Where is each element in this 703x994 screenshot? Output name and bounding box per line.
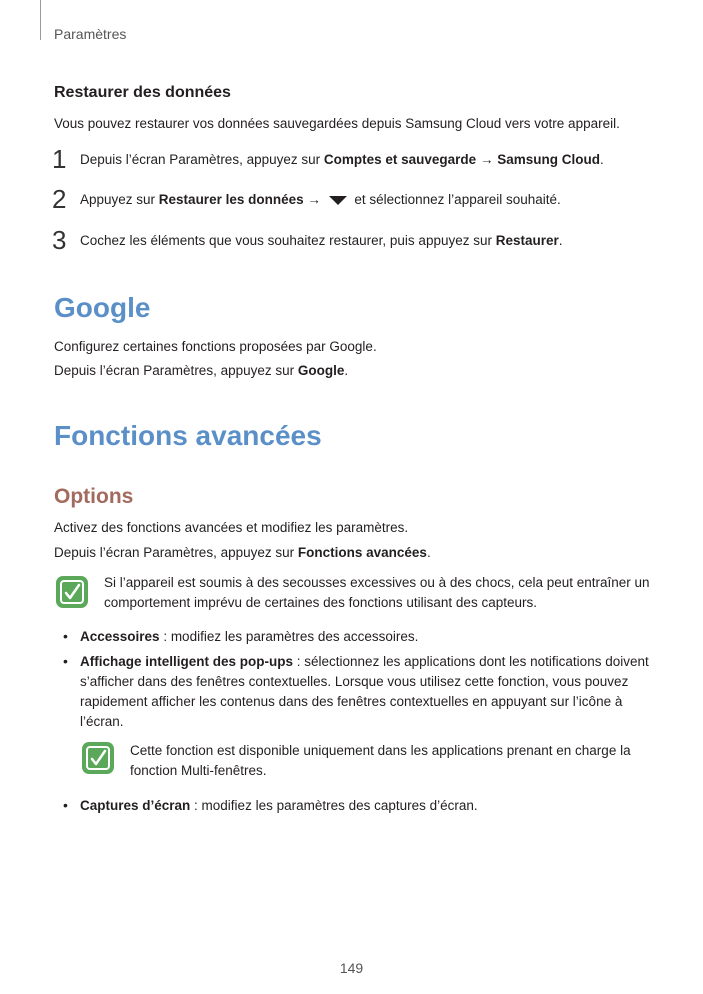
bullet-item: Accessoires : modifiez les paramètres des accessoires. xyxy=(80,629,419,644)
step-number: 2 xyxy=(52,184,67,214)
bullet-icon: • xyxy=(63,628,68,644)
step-text: Appuyez sur Restaurer les données → et sélectionnez l’appareil souhaité. xyxy=(80,192,561,207)
header-rule xyxy=(40,0,41,40)
bullet-item: Affichage intelligent des pop-ups : sélectionnez les applications dont les notifications doivent s’afficher dans des fenêtres contextuelles. Lorsque vous utilisez cette fonction, vous pouvez rapidement afficher les contenus dans des fenêtres contextuelles en appuyant sur l’icône à l’écran. xyxy=(80,654,649,729)
step-text: Cochez les éléments que vous souhaitez restaurer, puis appuyez sur Restaurer. xyxy=(80,233,563,248)
page-number: 149 xyxy=(339,960,364,976)
section-heading-restore: Restaurer des données xyxy=(54,84,231,101)
subheading-options: Options xyxy=(54,485,134,508)
section-heading-google: Google xyxy=(54,292,151,323)
running-header: Paramètres xyxy=(54,26,127,42)
step-number: 1 xyxy=(52,144,67,174)
dropdown-arrow-icon xyxy=(329,196,347,205)
google-line-2: Depuis l’écran Paramètres, appuyez sur Google. xyxy=(54,363,349,378)
note-icon xyxy=(56,576,88,608)
advanced-line-2: Depuis l’écran Paramètres, appuyez sur Fonctions avancées. xyxy=(54,545,431,560)
google-line-1: Configurez certaines fonctions proposées par Google. xyxy=(54,339,377,354)
restore-intro: Vous pouvez restaurer vos données sauvegardées depuis Samsung Cloud vers votre appareil. xyxy=(54,116,620,131)
section-heading-advanced: Fonctions avancées xyxy=(54,420,322,451)
note-text: Si l’appareil est soumis à des secousses excessives ou à des chocs, cela peut entraîner un comportement imprévu de certaines des fonctions utilisant des capteurs. xyxy=(104,575,650,610)
bullet-icon: • xyxy=(63,797,68,813)
advanced-line-1: Activez des fonctions avancées et modifiez les paramètres. xyxy=(54,520,409,535)
note-icon xyxy=(82,742,114,774)
note-text: Cette fonction est disponible uniquement dans les applications prenant en charge la fonction Multi-fenêtres. xyxy=(130,743,631,778)
step-text: Depuis l’écran Paramètres, appuyez sur Comptes et sauvegarde → Samsung Cloud. xyxy=(80,152,604,167)
step-number: 3 xyxy=(52,225,67,255)
bullet-item: Captures d’écran : modifiez les paramètres des captures d’écran. xyxy=(80,798,478,813)
bullet-icon: • xyxy=(63,653,68,669)
